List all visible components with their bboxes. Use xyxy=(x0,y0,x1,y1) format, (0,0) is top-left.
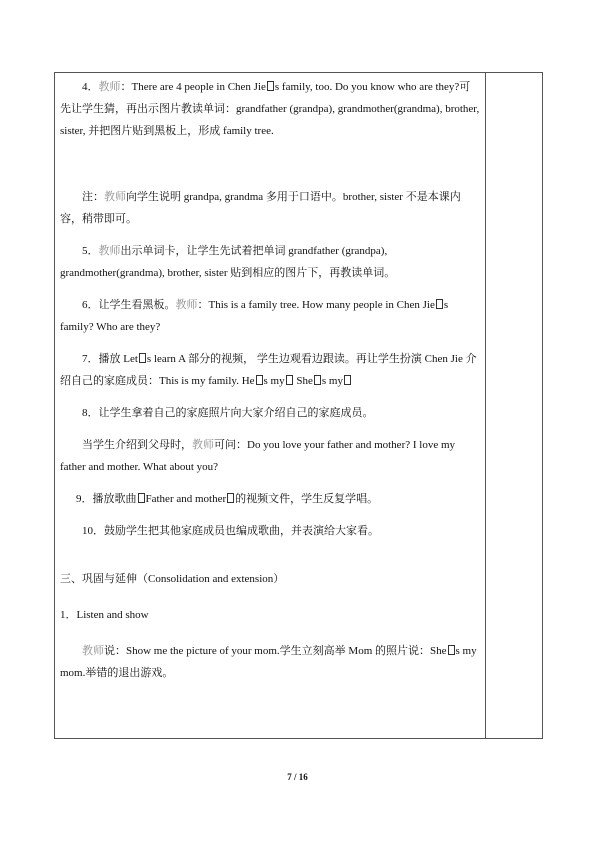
step-number: 5． xyxy=(82,245,99,257)
step-text: 让学生拿着自己的家庭照片向大家介绍自己的家庭成员。 xyxy=(98,407,374,419)
step-text: s family? Who are they? xyxy=(60,299,449,333)
teacher-label: 教师 xyxy=(98,81,121,93)
section-heading: 三、巩固与延伸（Consolidation and extension） xyxy=(60,573,285,585)
note-paragraph xyxy=(60,186,480,230)
missing-glyph-icon xyxy=(314,375,321,385)
step-text: ：This is a family tree. How many people in Chen Jie xyxy=(197,299,435,311)
step-number: 8． xyxy=(82,407,99,419)
step-number: 7． xyxy=(82,353,99,365)
step-text: s my xyxy=(263,375,285,387)
teacher-label: 教师 xyxy=(192,439,214,451)
missing-glyph-icon xyxy=(267,81,274,91)
step-text: 让学生看黑板。 xyxy=(98,299,176,311)
step-text: s learn A 部分的视频， 学生边观看边跟读。再让学生扮演 Chen Jie 介绍自己的家庭成员：This is my family. He xyxy=(60,353,477,387)
step-8-paragraph xyxy=(60,402,480,424)
missing-glyph-icon xyxy=(227,493,234,503)
step-text: 出示单词卡，让学生先试着把单词 grandfather (grandpa), grandmother(grandma), brother, sister 贴到相应的图片下，再教读单词。 xyxy=(60,245,396,279)
missing-glyph-icon xyxy=(436,299,443,309)
step-number: 4． xyxy=(82,81,99,93)
step-4-paragraph xyxy=(60,76,480,142)
step-text: 播放歌曲 xyxy=(92,493,137,505)
step-5-paragraph xyxy=(60,240,480,284)
step-text: 的视频文件，学生反复学唱。 xyxy=(235,493,379,505)
missing-glyph-icon xyxy=(138,493,145,503)
missing-glyph-icon xyxy=(286,375,293,385)
teacher-label: 教师 xyxy=(98,245,121,257)
missing-glyph-icon xyxy=(344,375,351,385)
missing-glyph-icon xyxy=(256,375,263,385)
step-7-paragraph xyxy=(60,348,480,392)
step-number: 10． xyxy=(82,525,104,537)
step-text: 当学生介绍到父母时， xyxy=(82,439,192,451)
step-text: s my xyxy=(321,375,343,387)
page-number: 7 / 16 xyxy=(287,772,308,782)
teacher-label: 教师 xyxy=(82,645,104,657)
activity-body xyxy=(60,640,480,684)
song-title: Father and mother xyxy=(145,493,227,505)
missing-glyph-icon xyxy=(139,353,146,363)
parents-paragraph xyxy=(60,434,480,478)
step-number: 6． xyxy=(82,299,99,311)
step-text: 可问：Do you love your father and mother? I love my father and mother. What about you? xyxy=(60,439,456,473)
note-prefix: 注： xyxy=(82,191,104,203)
step-text: There are 4 people in Chen Jie xyxy=(131,81,266,93)
step-number: 9． xyxy=(76,493,93,505)
step-text: 播放 Let xyxy=(98,353,138,365)
step-10-paragraph xyxy=(60,520,480,542)
step-6-paragraph xyxy=(60,294,480,338)
missing-glyph-icon xyxy=(448,645,455,655)
step-text: She xyxy=(293,375,313,387)
step-text: 鼓励学生把其他家庭成员也编成歌曲，并表演给大家看。 xyxy=(104,525,379,537)
colon: ： xyxy=(120,81,132,93)
step-text: s family, too. Do you know who are they?可先让学生猜，再出示图片教读单词：grandfather (grandpa), grandmother(grandma), brother, sister, 并把图片贴到黑板上，形成 family tree. xyxy=(60,81,480,137)
activity-title: 1．Listen and show xyxy=(60,609,149,621)
activity-text: s my mom.举错的退出游戏。 xyxy=(60,645,477,679)
lesson-content xyxy=(60,72,480,684)
teacher-label: 教师 xyxy=(104,191,126,203)
activity-text: 说：Show me the picture of your mom.学生立刻高举 Mom 的照片说：She xyxy=(104,645,447,657)
note-text: 向学生说明 grandpa, grandma 多用于口语中。brother, sister 不是本课内容，稍带即可。 xyxy=(60,191,461,225)
teacher-label: 教师 xyxy=(175,299,198,311)
column-divider xyxy=(485,72,486,739)
step-9-paragraph xyxy=(60,488,480,510)
